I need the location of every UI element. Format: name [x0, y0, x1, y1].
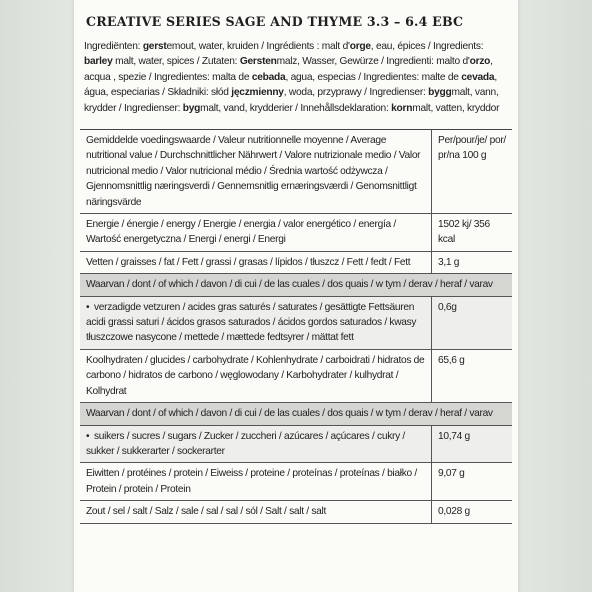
table-row: [80, 350, 512, 403]
allergen-text: byg: [182, 102, 201, 114]
nutrition-label: [74, 0, 518, 592]
table-row: [80, 130, 512, 214]
nutrient-value: 1502 kj/ 356 kcal: [438, 219, 490, 246]
ingredients-text: [84, 39, 510, 116]
nutrient-label: [80, 463, 432, 500]
ingredient-text: , água, especiarias / Składniki: słód: [84, 71, 497, 99]
product-title: CREATIVE SERIES SAGE AND THYME 3.3 – 6.4 EBC: [86, 14, 464, 29]
nutrient-label: [80, 426, 432, 463]
table-subheader-row: [80, 274, 512, 296]
nutrient-label-text: Zout / sel / salt / Salz / sale / sal / sal / sól / Salt / salt / salt: [86, 506, 327, 518]
ingredient-text: Ingrediënten:: [84, 41, 143, 52]
nutrient-label: [80, 297, 432, 349]
ingredient-text: malt, vatten, kryddor: [412, 102, 500, 114]
table-subheader-row: [80, 403, 512, 425]
nutrient-value: 65,6 g: [438, 354, 465, 366]
nutrient-label-text: Gemiddelde voedingswaarde / Valeur nutritionnelle moyenne / Average nutritional value / Durchschnittlicher Nährwert / Valore nutrizionale medio / Valor nutricional medio / Valor nutricional médio / Średnia wartość odżywcza / Gjennomsnittlig næringsverdi / Gennemsnitlig ernæringsværdi / Genomsnittligt näringsvärde: [86, 135, 421, 208]
nutrient-value: 3,1 g: [438, 256, 460, 268]
allergen-text: korn: [391, 102, 413, 114]
nutrient-label: [80, 252, 432, 273]
allergen-text: jęczmienny: [231, 87, 284, 99]
allergen-text: orzo: [469, 56, 491, 68]
allergen-text: cevada: [461, 71, 495, 83]
nutrient-label: [80, 214, 432, 251]
nutrient-label-text: Vetten / graisses / fat / Fett / grassi / grasas / lípidos / tłuszcz / Fett / fedt / Fett: [86, 256, 411, 268]
nutrient-label-text: Eiwitten / protéines / protein / Eiweiss / proteine / proteínas / proteínas / białko / Protein / protein / Protein: [86, 468, 417, 495]
nutrient-label-text: Energie / énergie / energy / Energie / energia / valor energético / energía / Wartość energetyczna / Energi / energi / Energi: [86, 219, 396, 246]
nutrient-value: 10,74 g: [438, 430, 470, 442]
table-row: [80, 297, 512, 350]
nutrient-label: [80, 274, 512, 295]
table-row: [80, 252, 512, 274]
allergen-text: bygg: [428, 87, 452, 99]
nutrient-value: 9,07 g: [438, 468, 465, 480]
nutrient-label-text: suikers / sucres / sugars / Zucker / zuccheri / azúcares / açúcares / cukry / sukker / sukkerarter / sockerarter: [86, 430, 405, 457]
table-row: [80, 501, 512, 523]
table-row: [80, 463, 512, 501]
nutrient-value: 0,028 g: [438, 506, 470, 518]
background-left: [0, 0, 74, 592]
nutrient-label-text: Waarvan / dont / of which / davon / di cui / de las cuales / dos quais / w tym / derav / heraf / varav: [86, 408, 493, 420]
ingredient-text: malt, water, spices / Zutaten:: [112, 56, 240, 68]
ingredient-text: malt, vann, krydder / Ingredienser:: [84, 87, 499, 114]
nutrient-label-text: verzadigde vetzuren / acides gras saturés / saturates / gesättigte Fettsäuren acidi grassi saturi / ácidos grasos saturados / ácidos gordos saturados / kwasy tłuszczowe nasycone / mettede / mættede fedtsyrer / mättat fett: [86, 301, 417, 344]
ingredient-text: , eau, épices / Ingredients:: [370, 41, 484, 52]
nutrient-label-text: Koolhydraten / glucides / carbohydrate / Kohlenhydrate / carboidrati / hidratos de carbono / hidratos de carbono / węglowodany / Karbohydrater / kulhydrat / Kolhydrat: [86, 354, 425, 397]
nutrient-label: [80, 130, 432, 213]
nutrient-label: [80, 350, 432, 402]
nutrient-value: Per/pour/je/ por/ pr/na 100 g: [438, 135, 506, 162]
bullet-icon: •: [86, 301, 90, 313]
allergen-text: gerst: [142, 41, 167, 52]
ingredient-text: emout, water, kruiden / Ingrédients : malt d': [166, 41, 350, 52]
table-row: [80, 426, 512, 464]
ingredient-text: , agua, especias / Ingredientes: malte de: [285, 71, 462, 83]
table-row: [80, 214, 512, 252]
ingredient-text: malz, Wasser, Gewürze / Ingredienti: malto d': [276, 56, 470, 68]
nutrient-label: [80, 501, 432, 522]
allergen-text: Gersten: [239, 56, 277, 68]
nutrient-label-text: Waarvan / dont / of which / davon / di cui / de las cuales / dos quais / w tym / derav / heraf / varav: [86, 279, 493, 291]
ingredient-text: , woda, przyprawy / Ingredienser:: [283, 87, 429, 99]
ingredient-text: , acqua , spezie / Ingredientes: malta de: [84, 56, 493, 83]
ingredient-text: malt, vand, krydderier / Innehållsdeklaration:: [200, 102, 392, 114]
bullet-icon: •: [86, 430, 90, 442]
background-right: [518, 0, 592, 592]
nutrition-table: [80, 129, 512, 524]
allergen-text: orge: [349, 41, 371, 52]
nutrient-label: [80, 403, 512, 424]
nutrient-value: 0,6g: [438, 301, 457, 313]
allergen-text: cebada: [251, 71, 286, 83]
allergen-text: barley: [84, 56, 113, 68]
